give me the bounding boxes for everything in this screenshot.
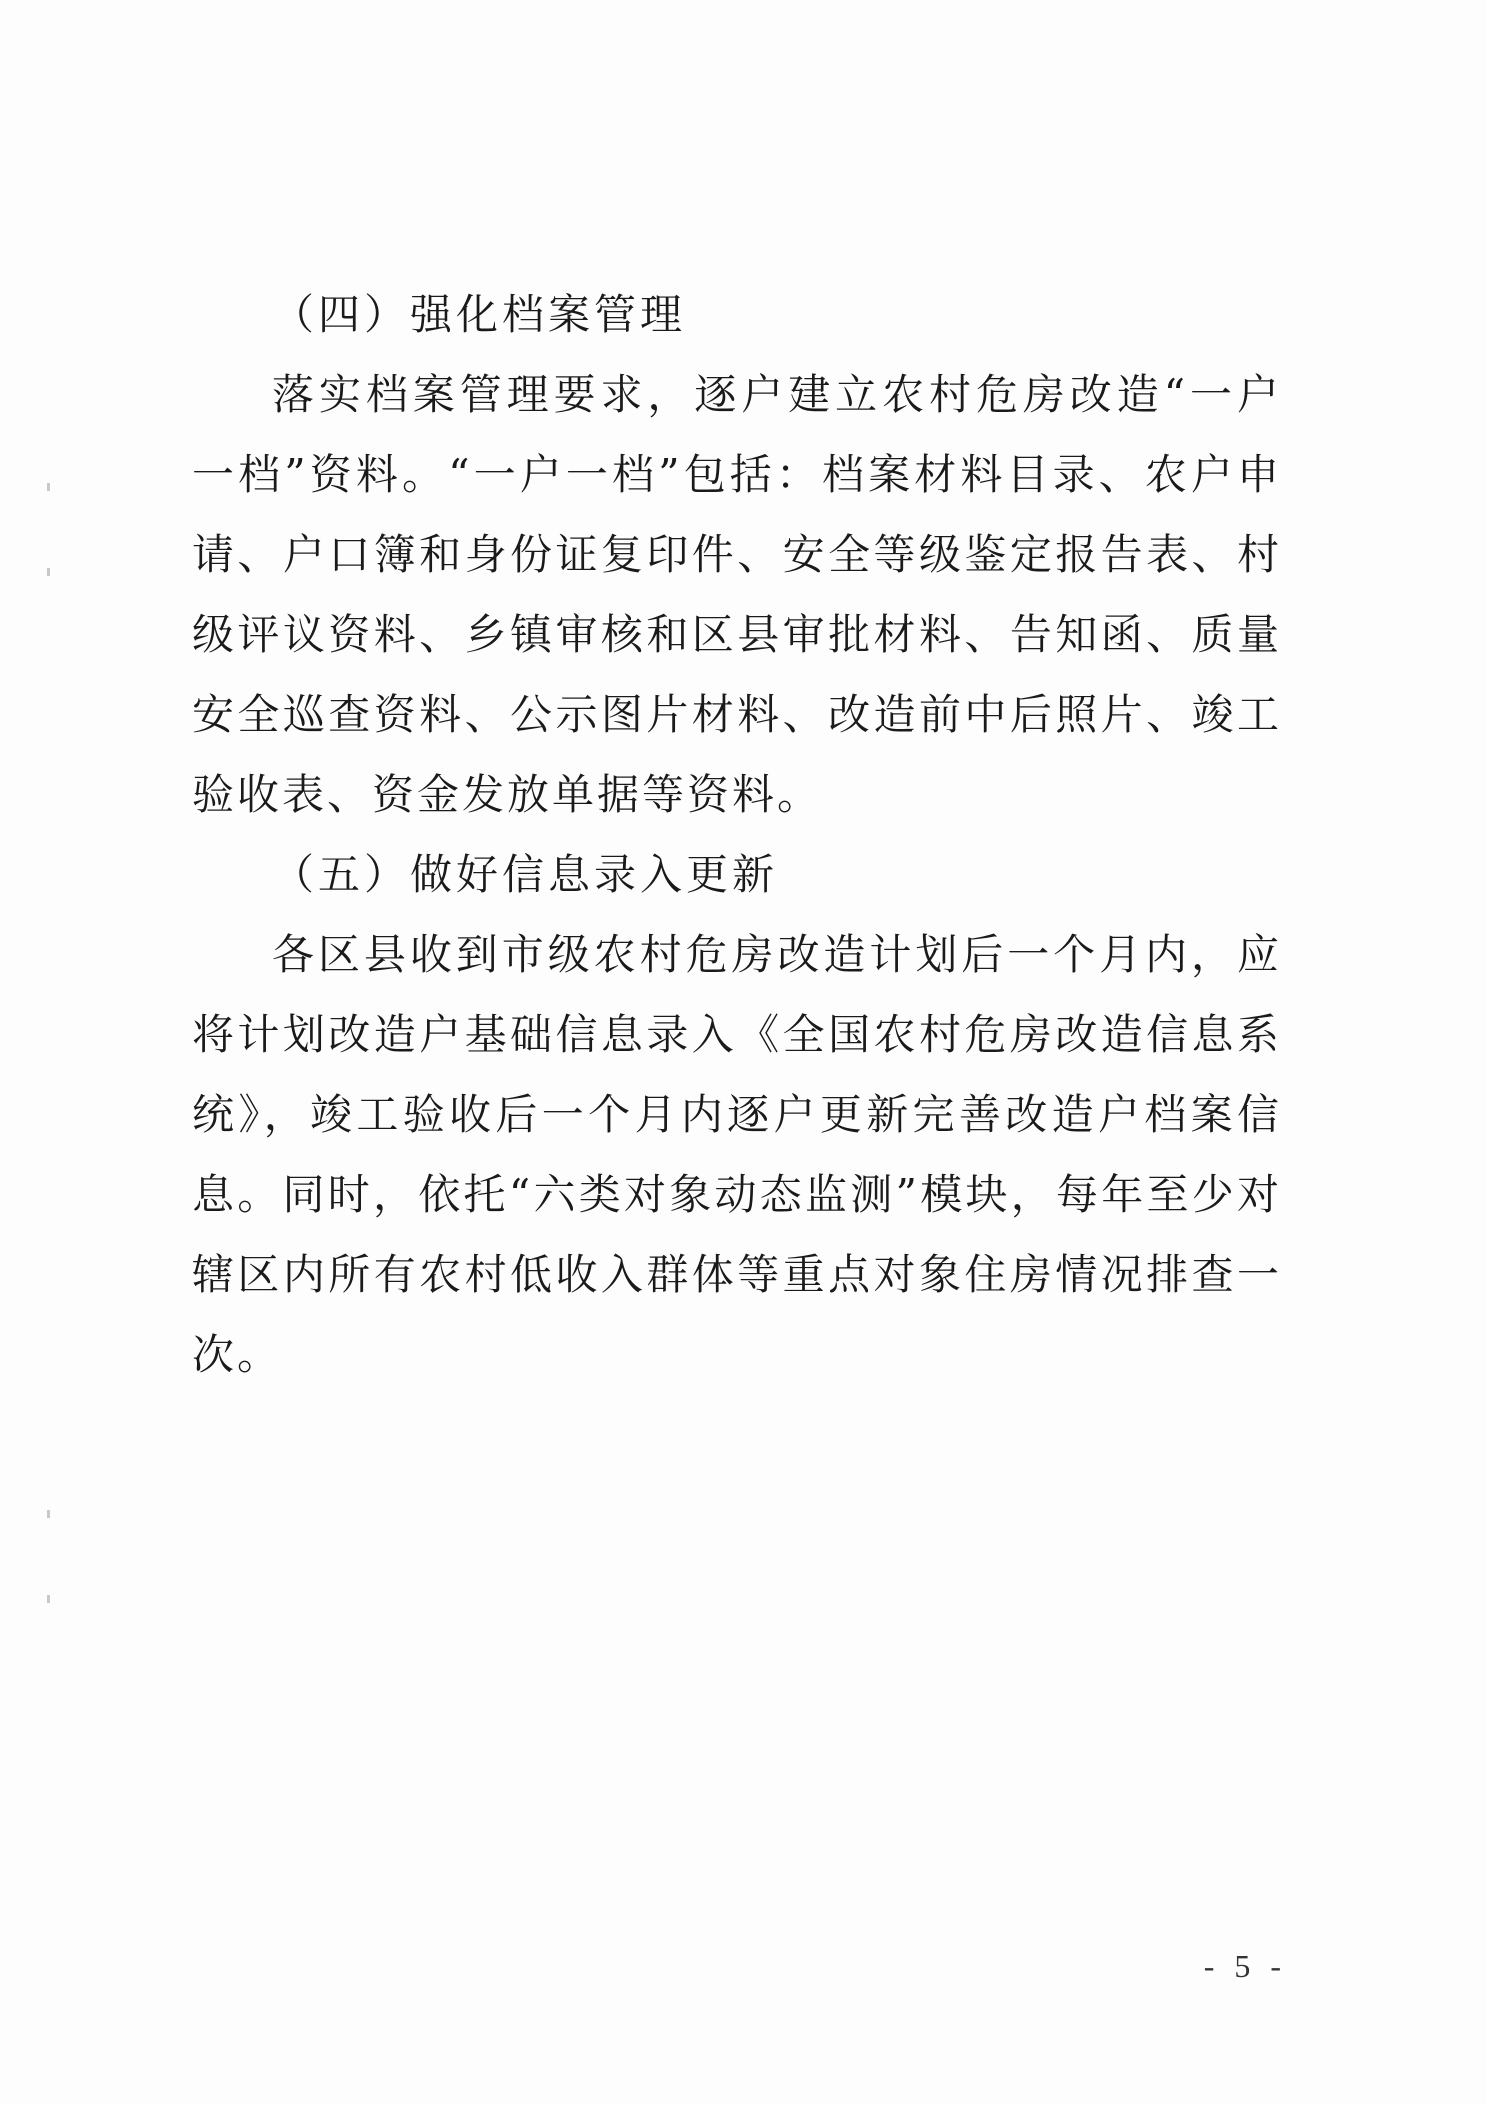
scan-speck <box>47 1595 50 1603</box>
section-paragraph: 各区县收到市级农村危房改造计划后一个月内，应将计划改造户基础信息录入《全国农村危房改造信息系统》，竣工验收后一个月内逐户更新完善改造户档案信息。同时，依托“六类对象动态监测”模块，每年至少对辖区内所有农村低收入群体等重点对象住房情况排查一次。 <box>192 930 1282 1379</box>
scan-speck <box>47 1510 50 1518</box>
scan-speck <box>47 483 50 491</box>
section-heading-4: （四）强化档案管理 <box>272 290 687 339</box>
page-number: - 5 - <box>1203 1948 1287 1984</box>
section-paragraph: 落实档案管理要求，逐户建立农村危房改造“一户一档”资料。“一户一档”包括：档案材料目录、农户申请、户口簿和身份证复印件、安全等级鉴定报告表、村级评议资料、乡镇审核和区县审批材料、告知函、质量安全巡查资料、公示图片材料、改造前中后照片、竣工验收表、资金发放单据等资料。 <box>192 370 1282 819</box>
section-heading-5: （五）做好信息录入更新 <box>272 850 779 899</box>
scan-speck <box>47 568 50 576</box>
document-body <box>192 275 1282 1395</box>
